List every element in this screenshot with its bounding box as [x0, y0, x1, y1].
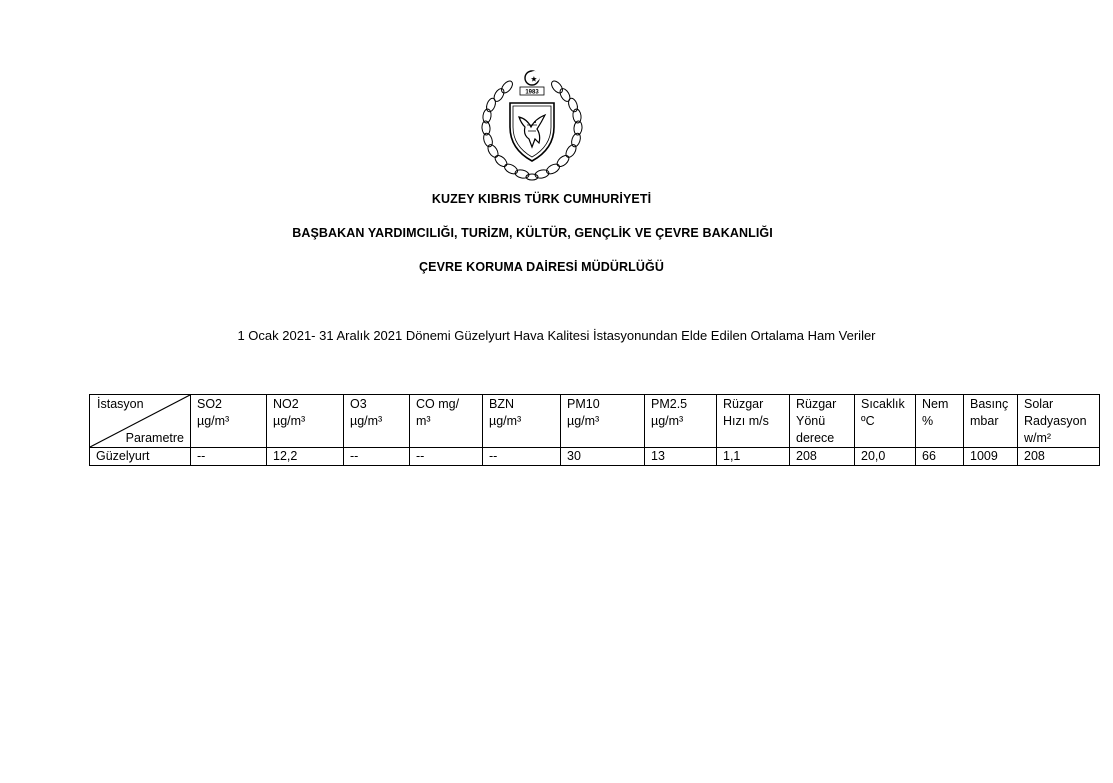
column-header: BZN µg/m³ [483, 395, 561, 448]
value-cell: 20,0 [855, 448, 916, 466]
column-header: Solar Radyasyon w/m² [1018, 395, 1100, 448]
header-parameter-label: Parametre [125, 431, 184, 445]
document-subtitle: 1 Ocak 2021- 31 Aralık 2021 Dönemi Güzelyurt Hava Kalitesi İstasyonundan Elde Edilen Ortalama Ham Veriler [237, 328, 876, 343]
header-station-label: İstasyon [97, 397, 144, 411]
emblem-logo [477, 65, 587, 183]
column-header: Rüzgar Hızı m/s [717, 395, 790, 448]
column-header: Nem % [916, 395, 964, 448]
station-cell: Güzelyurt [90, 448, 191, 466]
value-cell: -- [410, 448, 483, 466]
air-quality-table [89, 394, 1100, 466]
header-ministry: BAŞBAKAN YARDIMCILIĞI, TURİZM, KÜLTÜR, GENÇLİK VE ÇEVRE BAKANLIĞI [292, 226, 773, 240]
column-header: PM2.5 µg/m³ [645, 395, 717, 448]
column-header: NO2 µg/m³ [267, 395, 344, 448]
column-header: CO mg/ m³ [410, 395, 483, 448]
value-cell: -- [344, 448, 410, 466]
column-header: O3 µg/m³ [344, 395, 410, 448]
value-cell: -- [191, 448, 267, 466]
value-cell: -- [483, 448, 561, 466]
value-cell: 12,2 [267, 448, 344, 466]
column-header: SO2 µg/m³ [191, 395, 267, 448]
column-header: PM10 µg/m³ [561, 395, 645, 448]
value-cell: 1009 [964, 448, 1018, 466]
value-cell: 208 [790, 448, 855, 466]
column-header: Basınç mbar [964, 395, 1018, 448]
value-cell: 208 [1018, 448, 1100, 466]
column-header: Sıcaklık ºC [855, 395, 916, 448]
value-cell: 13 [645, 448, 717, 466]
emblem-year: 1983 [525, 89, 539, 96]
column-header: Rüzgar Yönü derece [790, 395, 855, 448]
header-country: KUZEY KIBRIS TÜRK CUMHURİYETİ [431, 192, 652, 206]
value-cell: 30 [561, 448, 645, 466]
table-header-row [90, 395, 1100, 448]
table-row [90, 448, 1100, 466]
header-department: ÇEVRE KORUMA DAİRESİ MÜDÜRLÜĞÜ [419, 260, 664, 274]
header-corner-cell [90, 395, 191, 448]
crescent-star-icon [525, 71, 540, 85]
value-cell: 1,1 [717, 448, 790, 466]
value-cell: 66 [916, 448, 964, 466]
